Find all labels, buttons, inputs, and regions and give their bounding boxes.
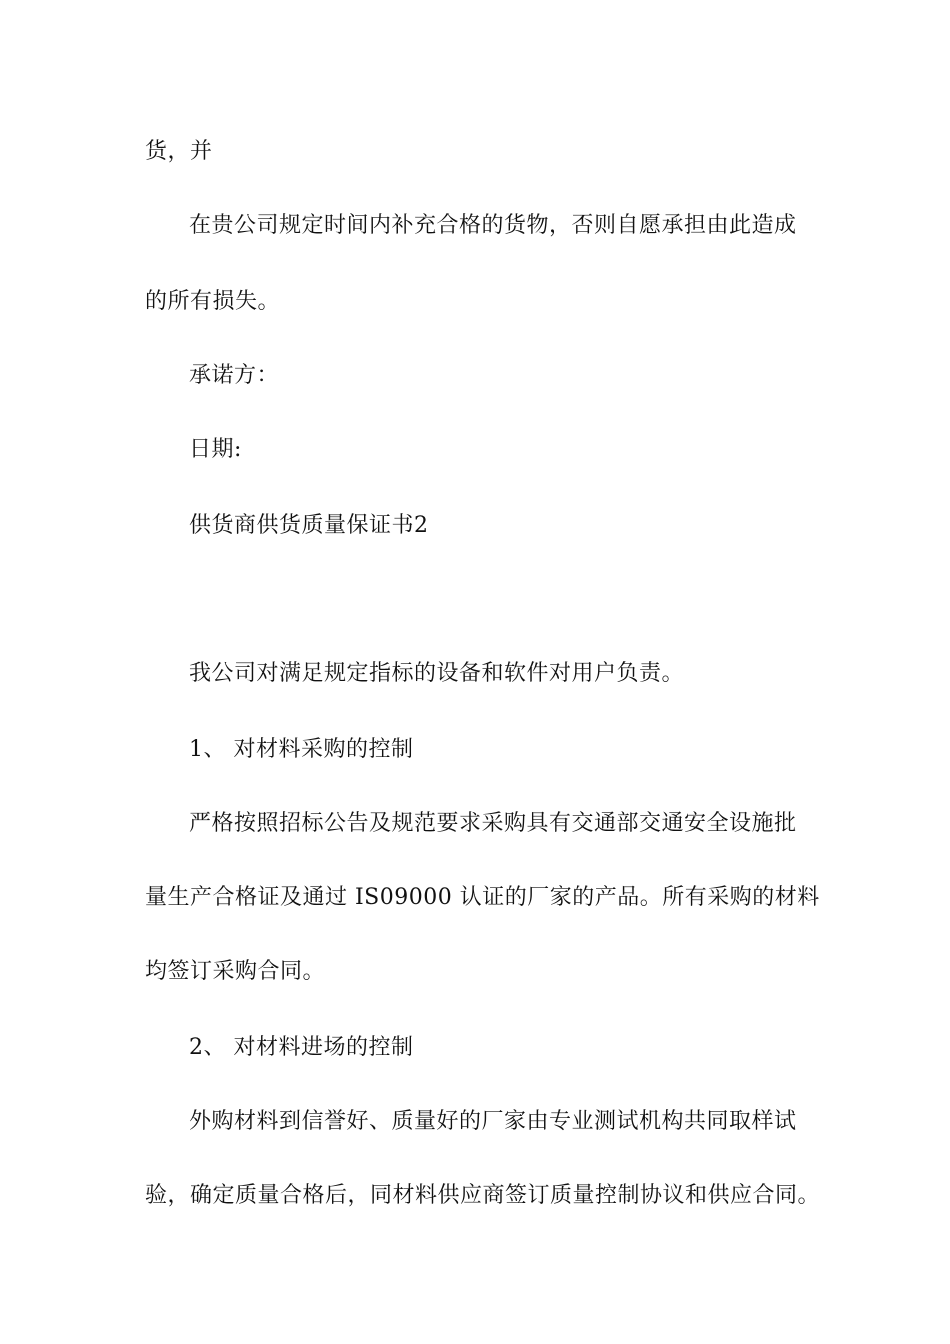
signatory-label: 承诺方： [189,363,280,388]
paragraph-line: 严格按照招标公告及规范要求采购具有交通部交通安全设施批 [189,811,797,836]
paragraph-line: 外购材料到信誉好、质量好的厂家由专业测试机构共同取样试 [189,1109,797,1134]
paragraph-line: 在贵公司规定时间内补充合格的货物，否则自愿承担由此造成 [189,213,797,238]
paragraph-line: 的所有损失。 [145,289,281,314]
paragraph-line: 验，确定质量合格后，同材料供应商签订质量控制协议和供应合同。 [145,1183,821,1208]
date-label: 日期: [189,437,242,462]
numbered-heading: 2、 对材料进场的控制 [189,1035,414,1060]
section-title: 供货商供货质量保证书2 [189,513,429,538]
numbered-heading: 1、 对材料采购的控制 [189,737,414,762]
paragraph-line: 量生产合格证及通过 IS09000 认证的厂家的产品。所有采购的材料 [145,885,820,910]
paragraph-line: 我公司对满足规定指标的设备和软件对用户负责。 [189,661,685,686]
paragraph-line: 均签订采购合同。 [145,959,326,984]
paragraph-line: 货，并 [145,139,213,164]
